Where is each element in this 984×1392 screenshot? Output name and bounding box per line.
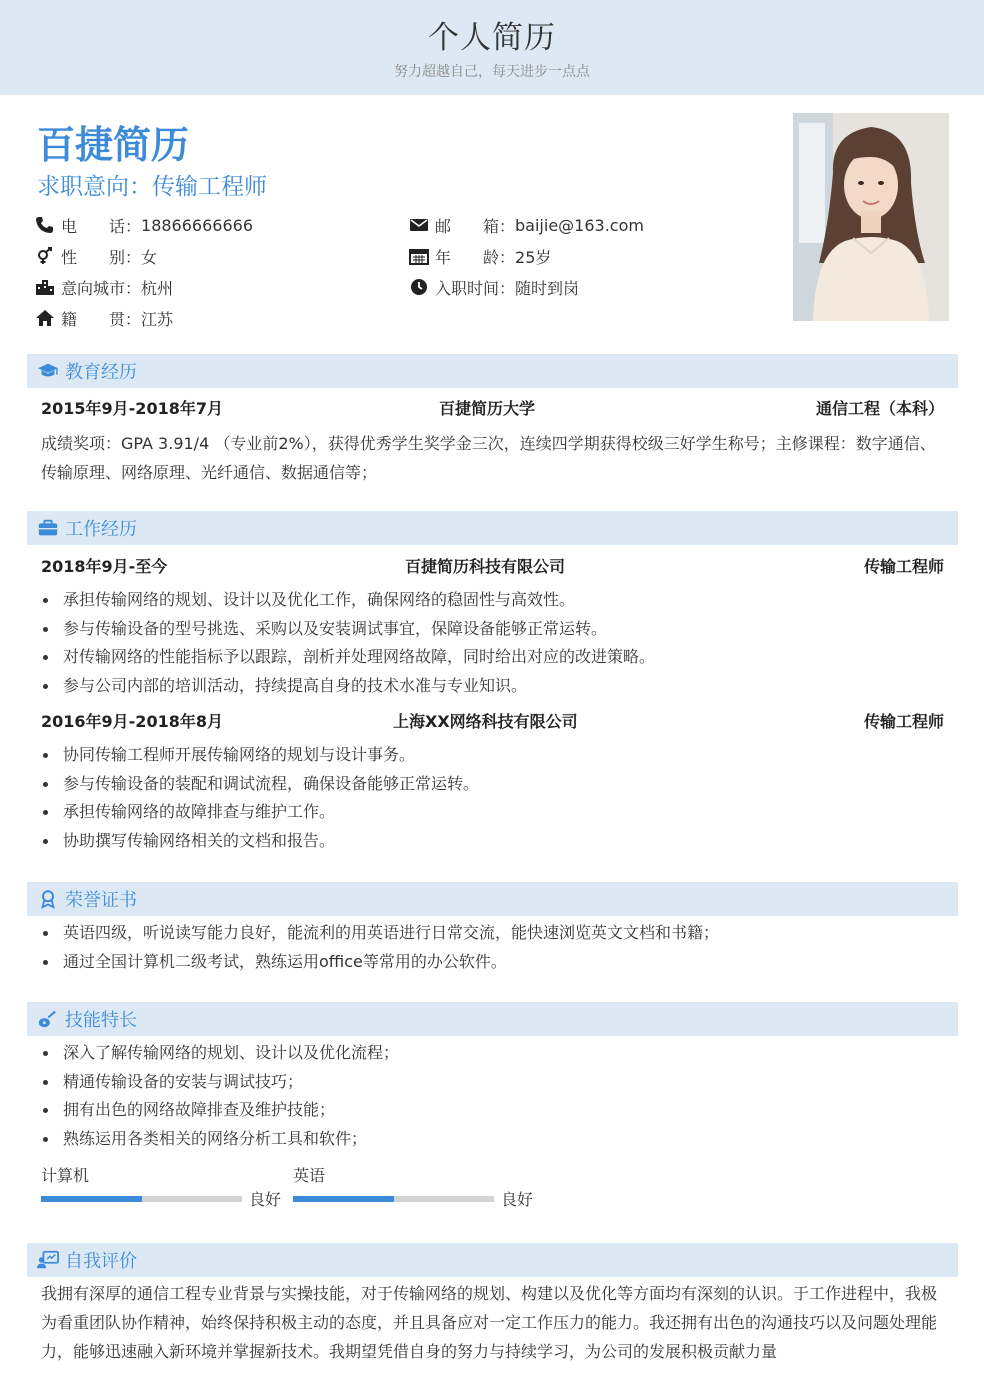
list-item: 参与传输设备的型号挑选、采购以及安装调试事宜，保障设备能够正常运转。 <box>41 615 941 644</box>
info-row <box>35 306 173 330</box>
job-date: 2016年9月-2018年8月 <box>41 712 223 731</box>
mail-icon <box>409 216 429 234</box>
list-item: 拥有出色的网络故障排查及维护技能； <box>41 1096 941 1125</box>
info-row <box>409 244 551 268</box>
info-label: 意向城市： <box>61 278 142 298</box>
info-row <box>35 213 253 237</box>
skill-track <box>293 1196 494 1202</box>
profile-photo <box>793 113 949 321</box>
info-value: baijie@163.com <box>515 215 644 235</box>
education-row <box>41 396 944 420</box>
job-date: 2018年9月-至今 <box>41 557 168 576</box>
skill-level: 良好 <box>249 1190 282 1209</box>
list-item: 英语四级，听说读写能力良好，能流利的用英语进行日常交流，能快速浏览英文文档和书籍； <box>41 919 941 948</box>
skill-fill <box>41 1196 142 1202</box>
job-row <box>41 554 944 578</box>
info-row <box>35 275 173 299</box>
section-skills <box>27 1002 958 1036</box>
info-label: 入职时间： <box>435 278 516 298</box>
skill-name: 计算机 <box>41 1166 90 1185</box>
resume-title: 个人简历 <box>428 20 556 56</box>
info-value: 杭州 <box>141 278 174 298</box>
section-self-eval <box>27 1243 958 1277</box>
education-major: 通信工程（本科） <box>815 399 944 418</box>
presentation-icon <box>37 1250 59 1270</box>
calendar-icon <box>409 247 429 265</box>
skill-name: 英语 <box>293 1166 326 1185</box>
graduation-cap-icon <box>37 361 59 381</box>
job-duties <box>41 586 941 700</box>
info-row <box>35 244 157 268</box>
section-honors <box>27 882 958 916</box>
list-item: 对传输网络的性能指标予以跟踪，剖析并处理网络故障，同时给出对应的改进策略。 <box>41 643 941 672</box>
education-school: 百捷简历大学 <box>439 399 536 418</box>
section-title: 技能特长 <box>65 1010 137 1031</box>
clock-icon <box>409 278 429 296</box>
award-icon <box>37 889 59 909</box>
list-item: 参与公司内部的培训活动，持续提高自身的技术水准与专业知识。 <box>41 672 941 701</box>
education-date: 2015年9月-2018年7月 <box>41 399 223 418</box>
job-company: 百捷简历科技有限公司 <box>405 557 566 576</box>
top-banner <box>0 0 984 95</box>
list-item: 协助撰写传输网络相关的文档和报告。 <box>41 827 941 856</box>
section-title: 工作经历 <box>65 519 137 540</box>
info-row <box>409 213 644 237</box>
briefcase-icon <box>37 518 59 538</box>
info-value: 25岁 <box>515 247 552 267</box>
info-label: 性 别： <box>61 247 142 267</box>
info-value: 女 <box>141 247 158 267</box>
info-value: 江苏 <box>141 309 174 329</box>
list-item: 熟练运用各类相关的网络分析工具和软件； <box>41 1125 941 1154</box>
guitar-icon <box>37 1009 59 1029</box>
resume-subtitle: 努力超越自己，每天进步一点点 <box>394 64 590 80</box>
skill-track <box>41 1196 242 1202</box>
home-icon <box>35 309 55 327</box>
skill-fill <box>293 1196 394 1202</box>
section-education <box>27 354 958 388</box>
honors-list <box>41 919 941 976</box>
info-label: 电 话： <box>61 216 142 236</box>
info-row <box>409 275 579 299</box>
section-title: 自我评价 <box>65 1251 137 1272</box>
job-position: 传输工程师 <box>863 712 944 731</box>
section-title: 荣誉证书 <box>65 890 137 911</box>
list-item: 通过全国计算机二级考试，熟练运用office等常用的办公软件。 <box>41 948 941 977</box>
list-item: 参与传输设备的装配和调试流程，确保设备能够正常运转。 <box>41 770 941 799</box>
gender-icon <box>35 247 55 265</box>
city-icon <box>35 278 55 296</box>
job-duties <box>41 741 941 855</box>
list-item: 精通传输设备的安装与调试技巧； <box>41 1068 941 1097</box>
self-eval-text: 我拥有深厚的通信工程专业背景与实操技能，对于传输网络的规划、构建以及优化等方面均有深刻的认识。于工作进程中，我极为看重团队协作精神，始终保持积极主动的态度，并且具备应对一定工作压力的能力。我还拥有出色的沟通技巧以及问题处理能力，能够迅速融入新环境并掌握新技术。我期望凭借自身的努力与持续学习，为公司的发展积极贡献力量 <box>41 1284 938 1361</box>
info-label: 邮 箱： <box>435 216 516 236</box>
info-value: 随时到岗 <box>515 278 580 298</box>
section-title: 教育经历 <box>65 362 137 383</box>
candidate-name: 百捷简历 <box>37 123 190 167</box>
list-item: 深入了解传输网络的规划、设计以及优化流程； <box>41 1039 941 1068</box>
list-item: 承担传输网络的故障排查与维护工作。 <box>41 798 941 827</box>
info-value: 18866666666 <box>141 215 253 235</box>
job-position: 传输工程师 <box>863 557 944 576</box>
info-label: 年 龄： <box>435 247 516 267</box>
skill-level: 良好 <box>501 1190 534 1209</box>
job-company: 上海XX网络科技有限公司 <box>393 712 578 731</box>
skills-list <box>41 1039 941 1153</box>
list-item: 承担传输网络的规划、设计以及优化工作，确保网络的稳固性与高效性。 <box>41 586 941 615</box>
list-item: 协同传输工程师开展传输网络的规划与设计事务。 <box>41 741 941 770</box>
section-work <box>27 511 958 545</box>
info-label: 籍 贯： <box>61 309 142 329</box>
education-detail: 成绩奖项：GPA 3.91/4 （专业前2%），获得优秀学生奖学金三次，连续四学期获得校级三好学生称号；主修课程：数字通信、传输原理、网络原理、光纤通信、数据通信等； <box>41 434 936 482</box>
phone-icon <box>35 216 55 234</box>
job-intent: 求职意向：传输工程师 <box>37 174 267 200</box>
job-row <box>41 709 944 733</box>
